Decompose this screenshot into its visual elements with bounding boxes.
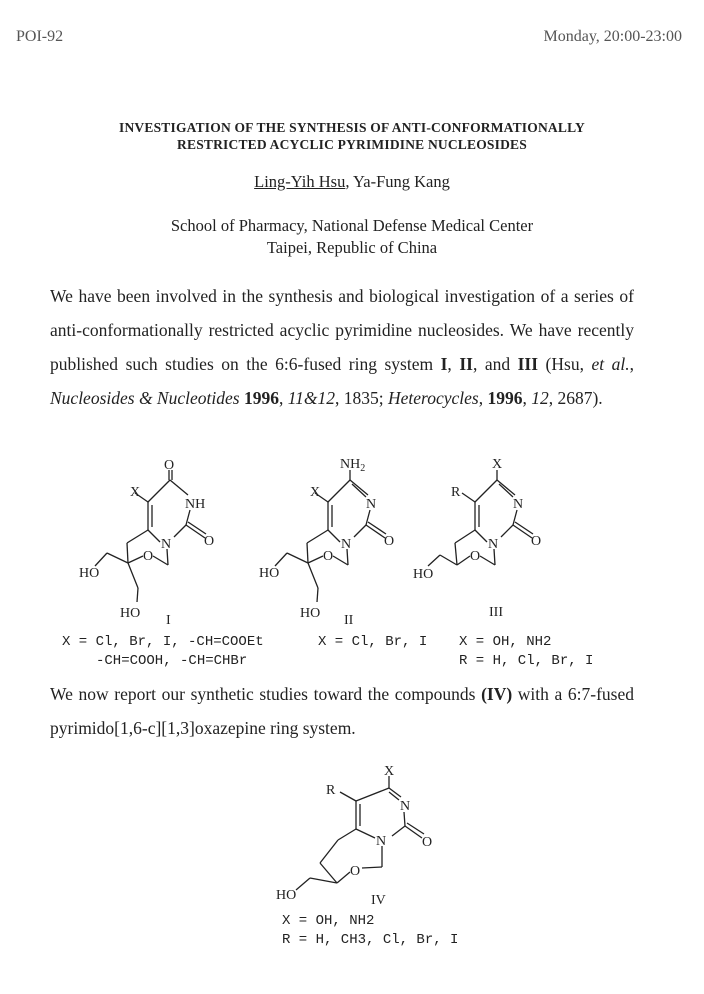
year: 1996 [487, 388, 523, 408]
text: , [278, 388, 288, 408]
substituent-list: X = OH, NH2 [282, 913, 375, 929]
compound-label: I [166, 613, 171, 628]
compound-label: II [344, 613, 354, 628]
text: , 1835; [335, 388, 389, 408]
atom-label: N [400, 799, 411, 814]
atom-label: R [451, 485, 461, 500]
journal-name: Heterocycles [388, 388, 479, 408]
atom-label: N [161, 537, 172, 552]
volume: 12 [531, 388, 549, 408]
atom-label: O [422, 835, 433, 850]
atom-label: N [513, 497, 524, 512]
compound-label: IV [371, 893, 386, 908]
atom-label: X [492, 457, 503, 472]
abstract-code: POI-92 [16, 28, 64, 45]
atom-label: $NH_2$ [340, 457, 366, 474]
author-separator: , [345, 172, 353, 191]
atom-label: O [143, 549, 154, 564]
text: We have been involved in the synthesis and biological investigation of a series of anti-conformationally restricted acyclic pyrimidine nucleosides. We have recently published such studies on the 6:6-fused ring system [50, 286, 634, 374]
compound-ref: (IV) [481, 684, 513, 704]
substituent-list: R = H, CH3, Cl, Br, I [282, 932, 459, 948]
text: , [522, 388, 532, 408]
substituent-list: X = Cl, Br, I, -CH=COOEt [62, 634, 264, 650]
coauthor: Ya-Fung Kang [352, 172, 450, 191]
substituent-list: R = H, Cl, Br, I [459, 653, 594, 669]
atom-label: O [470, 549, 481, 564]
atom-label: O [531, 534, 542, 549]
text: , and [472, 354, 518, 374]
atom-label: X [310, 485, 321, 500]
substituent-list: X = OH, NH2 [459, 634, 552, 650]
atom-label: O [384, 534, 395, 549]
title-line-2: RESTRICTED ACYCLIC PYRIMIDINE NUCLEOSIDES [177, 137, 527, 152]
affiliation-line-2: Taipei, Republic of China [266, 238, 438, 257]
atom-label: NH [185, 497, 206, 512]
substituent-list: X = Cl, Br, I [318, 634, 428, 650]
compound-ref: I [440, 354, 448, 374]
presenting-author: Ling-Yih Hsu [254, 172, 346, 191]
substituent-list: -CH=COOH, -CH=CHBr [96, 653, 248, 669]
text: , [447, 354, 460, 374]
atom-label: R [326, 783, 336, 798]
atom-label: X [130, 485, 141, 500]
text: , 2687). [548, 388, 603, 408]
text: with a 6:7-fused pyrimido[1,6-c][1,3]oxazepine ring system. [50, 684, 634, 738]
session-time: Monday, 20:00-23:00 [543, 28, 682, 45]
volume: 11&12 [287, 388, 336, 408]
atom-label: O [204, 534, 215, 549]
structure-II [259, 457, 427, 650]
atom-label: O [164, 458, 175, 473]
text: , [478, 388, 488, 408]
atom-label: X [384, 764, 395, 779]
text: (Hsu, [538, 354, 592, 374]
affiliation-line-1: School of Pharmacy, National Defense Medical Center [170, 216, 534, 235]
atom-label: HO [259, 566, 280, 581]
atom-label: O [323, 549, 334, 564]
atom-label: N [341, 537, 352, 552]
atom-label: N [376, 834, 387, 849]
structure-I [62, 458, 264, 669]
atom-label: HO [120, 606, 141, 621]
compound-ref: II [459, 354, 473, 374]
text: , [629, 354, 634, 374]
atom-label: HO [300, 606, 321, 621]
structure-III [413, 457, 593, 669]
text: We now report our synthetic studies toward the compounds [50, 684, 482, 704]
atom-label: HO [276, 888, 297, 903]
atom-label: HO [79, 566, 100, 581]
journal-name: Nucleosides & Nucleotides [50, 388, 240, 408]
atom-label: N [366, 497, 377, 512]
year: 1996 [243, 388, 279, 408]
structure-IV [276, 764, 458, 948]
text: et al. [591, 354, 630, 374]
title-line-1: INVESTIGATION OF THE SYNTHESIS OF ANTI-CONFORMATIONALLY [119, 120, 585, 135]
compound-ref: III [517, 354, 539, 374]
atom-label: O [350, 864, 361, 879]
atom-label: N [488, 537, 499, 552]
atom-label: HO [413, 567, 434, 582]
compound-label: III [489, 605, 503, 620]
